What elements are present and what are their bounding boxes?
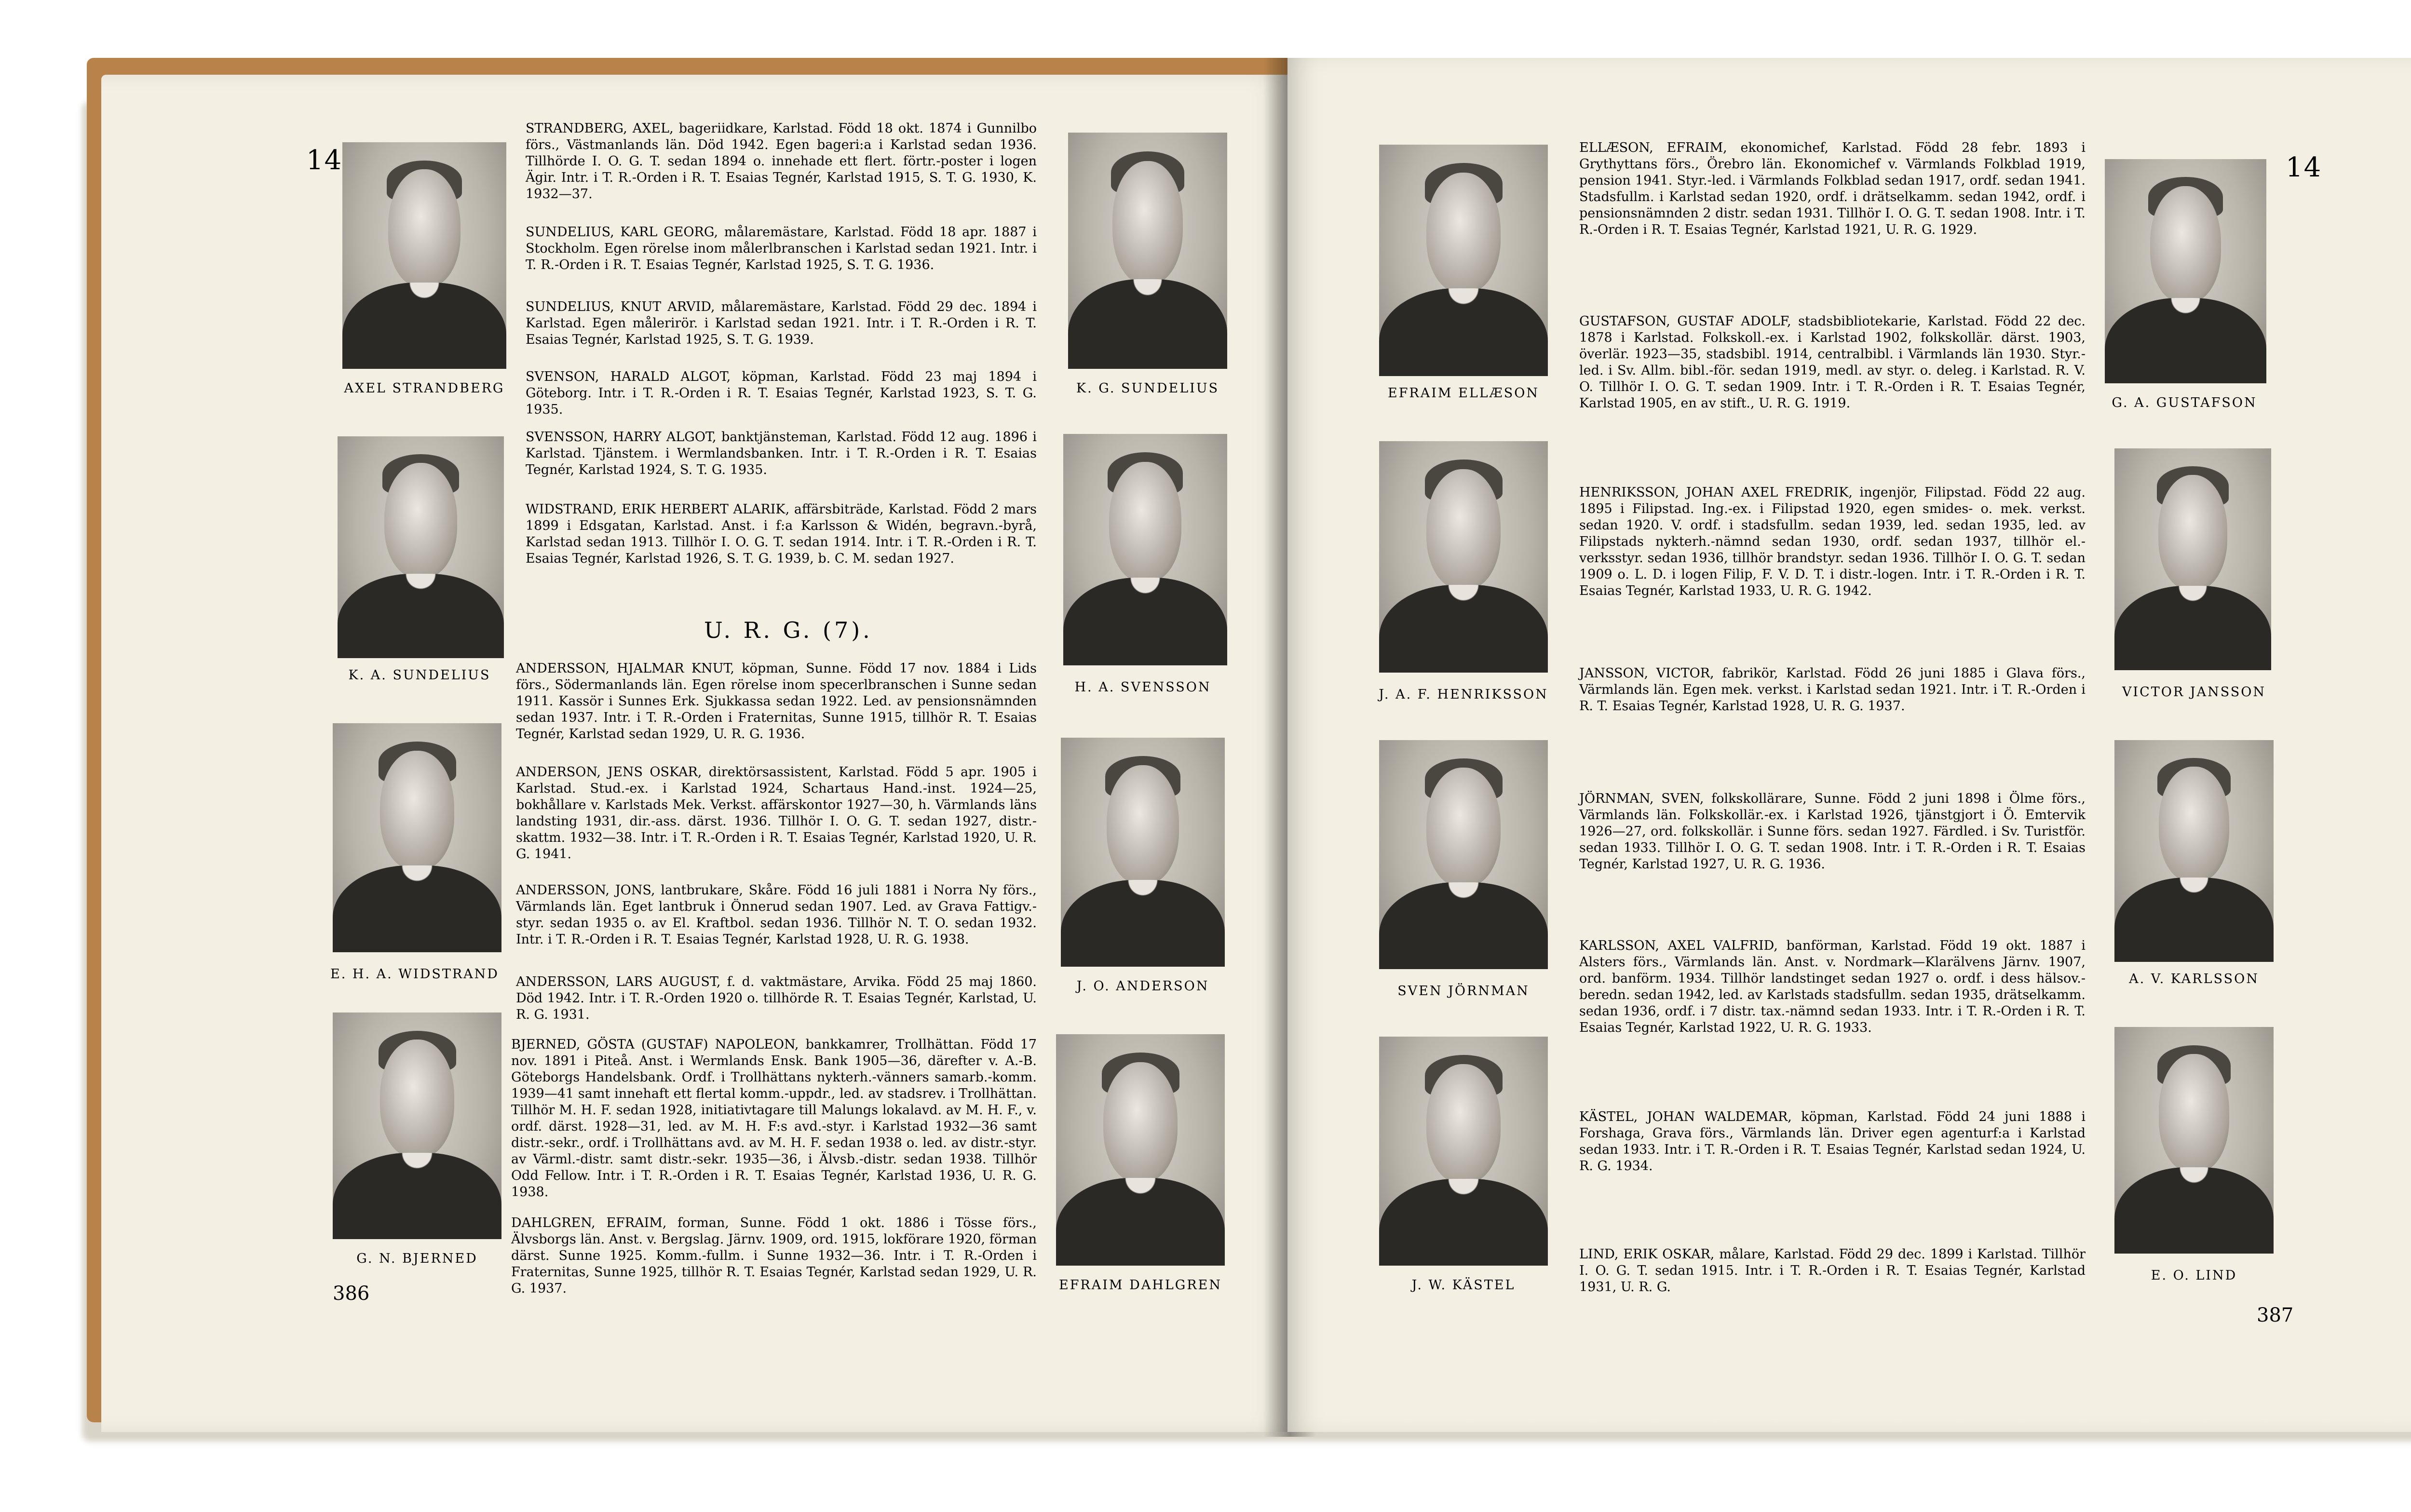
biography-entry: KÄSTEL, JOHAN WALDEMAR, köpman, Karlstad. Född 24 juni 1888 i Forshaga, Grava förs., Värmlands län. Driver egen agenturf:a i Karlstad sedan 1933. Intr. i T. R.-Orden i R. T. Esaias Tegnér, Karlstad sedan 1924, U. R. G. 1934. xyxy=(1579,1109,2086,1174)
portrait-photo xyxy=(2114,740,2274,962)
portrait-photo xyxy=(1056,1034,1225,1266)
portrait-caption: H. A. SVENSSON xyxy=(1074,680,1211,695)
biography-entry: WIDSTRAND, ERIK HERBERT ALARIK, affärsbiträde, Karlstad. Född 2 mars 1899 i Edsgatan, Karlstad. Anst. i f:a Karlsson & Widén, begravn.-byrå, Karlstad sedan 1913. Tillhör I. O. G. T. sedan 1914. Intr. i T. R.-Orden i R. T. Esaias Tegnér, Karlstad 1926, S. T. G. 1939, b. C. M. sedan 1927. xyxy=(526,502,1037,566)
portrait-photo xyxy=(338,436,504,658)
biography-entry: DAHLGREN, EFRAIM, forman, Sunne. Född 1 okt. 1886 i Tösse förs., Älvsborgs län. Anst. v. Bergslag. Järnv. 1909, ord. 1915, lokförare 1920, förman därst. Sunne 1925. Komm.-fullm. i Sunne 1932—36. Intr. i T. R.-Orden i Fraternitas, Sunne 1925, tillhör R. T. Esaias Tegnér, Karlstad sedan 1929, U. R. G. 1937. xyxy=(511,1215,1037,1296)
portrait-caption: J. O. ANDERSON xyxy=(1076,979,1209,994)
right-page-number: 387 xyxy=(2257,1304,2294,1326)
biography-entry: ELLÆSON, EFRAIM, ekonomichef, Karlstad. Född 28 febr. 1893 i Grythyttans förs., Örebro län. Ekonomichef v. Värmlands Folkblad 1919, pension 1941. Styr.-led. i Värmlands Folkblad sedan 1917, ordf. sedan 1941. Stadsfullm. i Karlstad sedan 1920, ordf. i drätselkamm. sedan 1942, ordf. i pensionsnämnden 2 distr. sedan 1931. Tillhör I. O. G. T. sedan 1908. Intr. i T. R.-Orden i R. T. Esaias Tegnér, Karlstad 1921, U. R. G. 1929. xyxy=(1579,140,2086,237)
portrait-caption: J. W. KÄSTEL xyxy=(1411,1278,1516,1293)
portrait-photo xyxy=(2114,1027,2274,1254)
biography-entry: SUNDELIUS, KNUT ARVID, målaremästare, Karlstad. Född 29 dec. 1894 i Karlstad. Egen målerirör. i Karlstad sedan 1921. Intr. i T. R.-Orden i R. T. Esaias Tegnér, Karlstad 1925, S. T. G. 1939. xyxy=(526,299,1037,347)
portrait-caption: EFRAIM ELLÆSON xyxy=(1387,386,1540,401)
portrait-photo xyxy=(1379,145,1548,376)
biography-entry: SUNDELIUS, KARL GEORG, målaremästare, Karlstad. Född 18 apr. 1887 i Stockholm. Egen rörelse inom målerlbranschen i Karlstad sedan 1921. Intr. i T. R.-Orden i R. T. Esaias Tegnér, Karlstad 1925, S. T. G. 1936. xyxy=(526,225,1037,272)
portrait-caption: E. H. A. WIDSTRAND xyxy=(330,967,499,982)
biography-entry: STRANDBERG, AXEL, bageriidkare, Karlstad. Född 18 okt. 1874 i Gunnilbo förs., Västmanlands län. Död 1942. Egen bageri:a i Karlstad sedan 1936. Tillhörde I. O. G. T. sedan 1894 o. innehade ett flert. förtr.-poster i logen Ägir. Intr. i T. R.-Orden i R. T. Esaias Tegnér, Karlstad 1915, S. T. G. 1930, K. 1932—37. xyxy=(526,121,1037,202)
portrait-caption: VICTOR JANSSON xyxy=(2122,685,2266,700)
portrait-caption: A. V. KARLSSON xyxy=(2129,972,2259,986)
portrait-photo xyxy=(1379,441,1548,673)
biography-entry: ANDERSON, JENS OSKAR, direktörsassistent, Karlstad. Född 5 apr. 1905 i Karlstad. Stud.-ex. i Karlstad 1924, Schartaus Hand.-inst. 1924—25, bokhållare v. Karlstads Mek. Verkst. affärskontor 1927—30, h. Värmlands läns landsting 1931, dir.-ass. därst. 1936. Tillhör I. O. G. T. sedan 1927, distr.-skattm. 1932—38. Intr. i T. R.-Orden i R. T. Esaias Tegnér, Karlstad 1920, U. R. G. 1941. xyxy=(516,765,1037,862)
biography-entry: LIND, ERIK OSKAR, målare, Karlstad. Född 29 dec. 1899 i Karlstad. Tillhör I. O. G. T. sedan 1915. Intr. i T. R.-Orden i R. T. Esaias Tegnér, Karlstad 1931, U. R. G. xyxy=(1579,1247,2086,1295)
portrait-caption: J. A. F. HENRIKSSON xyxy=(1379,687,1548,702)
left-page-number: 386 xyxy=(333,1282,370,1305)
portrait-caption: AXEL STRANDBERG xyxy=(344,381,505,396)
portrait-photo xyxy=(2114,448,2271,670)
portrait-photo xyxy=(1379,740,1548,969)
biography-entry: SVENSSON, HARRY ALGOT, banktjänsteman, Karlstad. Född 12 aug. 1896 i Karlstad. Tjänstem. i Wermlandsbanken. Intr. i T. R.-Orden i R. T. Esaias Tegnér, Karlstad 1924, S. T. G. 1935. xyxy=(526,430,1037,477)
portrait-caption: K. G. SUNDELIUS xyxy=(1076,381,1219,396)
biography-entry: JÖRNMAN, SVEN, folkskollärare, Sunne. Född 2 juni 1898 i Ölme förs., Värmlands län. Folkskollär.-ex. i Karlstad 1926, tjänstgjort i Ö. Emtervik 1926—27, ord. folkskollär. i Sunne förs. sedan 1927. Färdled. i Sv. Turistför. sedan 1933. Tillhör I. O. G. T. sedan 1908. Intr. i T. R.-Orden i R. T. Esaias Tegnér, Karlstad 1927, U. R. G. 1936. xyxy=(1579,791,2086,872)
biography-entry: SVENSON, HARALD ALGOT, köpman, Karlstad. Född 23 maj 1894 i Göteborg. Intr. i T. R.-Orden i R. T. Esaias Tegnér, Karlstad 1923, S. T. G. 1935. xyxy=(526,369,1037,417)
portrait-photo xyxy=(1068,133,1227,369)
portrait-photo xyxy=(333,1012,501,1239)
biography-entry: ANDERSSON, LARS AUGUST, f. d. vaktmästare, Arvika. Född 25 maj 1860. Död 1942. Intr. i T. R.-Orden 1920 o. tillhörde R. T. Esaias Tegnér, Karlstad, U. R. G. 1931. xyxy=(516,974,1037,1022)
portrait-photo xyxy=(1379,1037,1548,1266)
portrait-caption: G. N. BJERNED xyxy=(356,1251,478,1266)
section-heading: U. R. G. (7). xyxy=(704,617,873,643)
right-group-number: 14 xyxy=(2286,152,2322,183)
biography-entry: GUSTAFSON, GUSTAF ADOLF, stadsbibliotekarie, Karlstad. Född 22 dec. 1878 i Karlstad. Folkskoll.-ex. i Karlstad 1902, folkskollär. därst. 1903, överlär. 1923—35, stadsbibl. 1914, centralbibl. i Värmlands län 1930. Styr.-led. i Sv. Allm. bibl.-för. sedan 1919, medl. av styr. o. deleg. i Karlstad. R. V. O. Tillhör I. O. G. T. sedan 1909. Intr. i T. R.-Orden i R. T. Esaias Tegnér, Karlstad 1905, en av stift., U. R. G. 1919. xyxy=(1579,314,2086,411)
portrait-photo xyxy=(333,723,501,952)
portrait-photo xyxy=(1061,738,1225,967)
portrait-photo xyxy=(2105,159,2266,383)
biography-entry: ANDERSSON, HJALMAR KNUT, köpman, Sunne. Född 17 nov. 1884 i Lids förs., Södermanlands län. Egen rörelse inom specerlbranschen i Sunne sedan 1911. Kassör i Sunnes Erk. Sjukkassa sedan 1922. Led. av pensionsnämnden sedan 1937. Intr. i T. R.-Orden i Fraternitas, Sunne 1915, tillhör R. T. Esaias Tegnér, Karlstad sedan 1929, U. R. G. 1936. xyxy=(516,661,1037,742)
biography-entry: HENRIKSSON, JOHAN AXEL FREDRIK, ingenjör, Filipstad. Född 22 aug. 1895 i Filipstad. Ing.-ex. i Filipstad 1920, egen smides- o. mek. verkst. sedan 1920. V. ordf. i stadsfullm. sedan 1939, led. sedan 1935, led. av Filipstads nykterh.-nämnd sedan 1930, ordf. sedan 1937, tillhör el.-verksstyr. sedan 1936, tillhör brandstyr. sedan 1936. Tillhör I. O. G. T. sedan 1909 o. L. D. i logen Filip, F. V. D. T. i distr.-logen. Intr. i T. R.-Orden i R. T. Esaias Tegnér, Karlstad 1933, U. R. G. 1942. xyxy=(1579,485,2086,598)
portrait-caption: SVEN JÖRNMAN xyxy=(1397,984,1530,999)
portrait-caption: K. A. SUNDELIUS xyxy=(348,668,491,683)
portrait-photo xyxy=(1063,434,1227,665)
biography-entry: JANSSON, VICTOR, fabrikör, Karlstad. Född 26 juni 1885 i Glava förs., Värmlands län. Egen mek. verkst. i Karlstad sedan 1921. Intr. i T. R.-Orden i R. T. Esaias Tegnér, Karlstad 1928, U. R. G. 1937. xyxy=(1579,666,2086,714)
biography-entry: BJERNED, GÖSTA (GUSTAF) NAPOLEON, bankkamrer, Trollhättan. Född 17 nov. 1891 i Piteå. Anst. i Wermlands Ensk. Bank 1905—36, därefter v. A.-B. Göteborgs Handelsbank. Ordf. i Trollhättans nykterh.-vänners samarb.-komm. 1939—41 samt innehaft ett flertal komm.-uppdr., led. av stadsrev. i Trollhättan. Tillhör M. H. F. sedan 1928, initiativtagare till Malungs lokalavd. av M. H. F., v. ordf. därst. 1928—31, led. av M. H. F:s avd.-styr. i Karlstad 1932—36 samt distr.-sekr., ordf. i Trollhättans avd. av M. H. F. sedan 1938 o. led. av distr.-styr. av Värml.-distr. samt distr.-sekr. 1935—36, i Älvsb.-distr. sedan 1938. Tillhör Odd Fellow. Intr. i T. R.-Orden i R. T. Esaias Tegnér, Karlstad 1936, U. R. G. 1938. xyxy=(511,1037,1037,1200)
portrait-caption: E. O. LIND xyxy=(2151,1268,2237,1283)
portrait-caption: G. A. GUSTAFSON xyxy=(2112,395,2257,410)
left-group-number: 14 xyxy=(306,145,343,176)
portrait-photo xyxy=(342,142,506,369)
portrait-caption: EFRAIM DAHLGREN xyxy=(1058,1278,1222,1293)
biography-entry: ANDERSSON, JONS, lantbrukare, Skåre. Född 16 juli 1881 i Norra Ny förs., Värmlands län. Eget lantbruk i Önnerud sedan 1907. Led. av Grava Fattigv.-styr. sedan 1935 o. av El. Kraftbol. sedan 1936. Tillhör N. T. O. sedan 1932. Intr. i T. R.-Orden i R. T. Esaias Tegnér, Karlstad 1928, U. R. G. 1938. xyxy=(516,883,1037,947)
biography-entry: KARLSSON, AXEL VALFRID, banförman, Karlstad. Född 19 okt. 1887 i Alsters förs., Värmlands län. Anst. v. Nordmark—Klarälvens Järnv. 1907, ord. banförm. 1934. Tillhör landstinget sedan 1927 o. ordf. i dess hälsov.-beredn. sedan 1942, led. av Karlstads stadsfullm. sedan 1935, drätselkamm. sedan 1936, ordf. i 7 distr. tax.-nämnd sedan 1933. Intr. i T. R.-Orden i R. T. Esaias Tegnér, Karlstad 1922, U. R. G. 1933. xyxy=(1579,938,2086,1035)
